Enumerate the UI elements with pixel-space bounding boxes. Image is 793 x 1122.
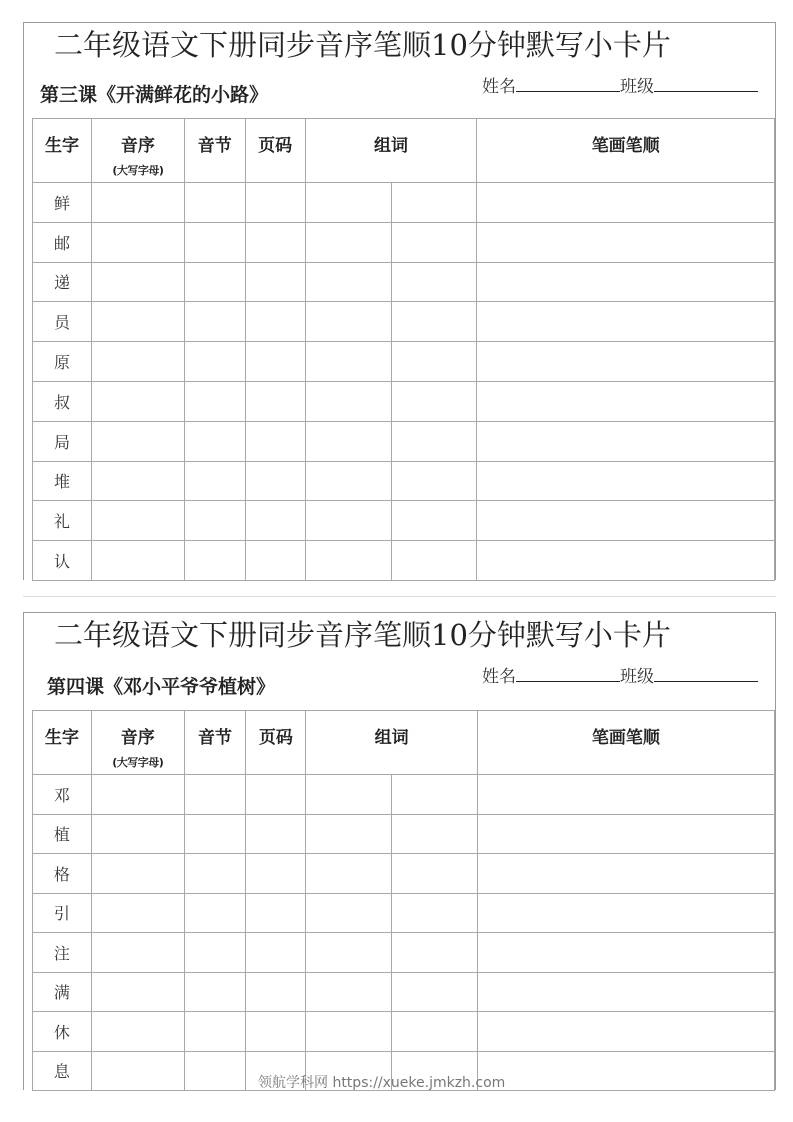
section-cell[interactable] (184, 933, 246, 973)
order-cell[interactable] (91, 342, 184, 382)
word-cell-1[interactable] (305, 381, 391, 421)
strokes-cell[interactable] (477, 972, 774, 1012)
section-cell[interactable] (184, 893, 246, 933)
table-row (33, 775, 775, 815)
footer-watermark: 领航学科网 https://xueke.jmkzh.com (258, 1075, 506, 1091)
card-title: 二年级语文下册同步音序笔顺10分钟默写小卡片 (54, 28, 671, 62)
page-cell[interactable] (245, 222, 305, 262)
name-label: 姓名 (482, 77, 516, 97)
order-cell[interactable] (91, 262, 184, 302)
table-row (33, 854, 775, 894)
section-cell[interactable] (184, 222, 245, 262)
page-cell[interactable] (246, 933, 306, 973)
header-char: 生字 (33, 711, 92, 775)
page-cell[interactable] (246, 972, 306, 1012)
order-cell[interactable] (91, 972, 184, 1012)
header-char: 生字 (33, 119, 92, 183)
word-cell-2[interactable] (392, 893, 478, 933)
section-cell[interactable] (184, 342, 245, 382)
header-section: 音节 (184, 711, 246, 775)
page-cell[interactable] (245, 541, 305, 581)
word-cell-2[interactable] (392, 933, 478, 973)
word-cell-1[interactable] (305, 501, 391, 541)
word-cell-2[interactable] (391, 262, 477, 302)
section-cell[interactable] (184, 814, 246, 854)
word-cell-2[interactable] (392, 1012, 478, 1052)
section-cell[interactable] (184, 775, 246, 815)
page-cell[interactable] (245, 342, 305, 382)
header-strokes: 笔画笔顺 (477, 711, 774, 775)
section-cell[interactable] (184, 501, 245, 541)
word-cell-2[interactable] (392, 854, 478, 894)
order-cell[interactable] (91, 421, 184, 461)
word-cell-2[interactable] (392, 972, 478, 1012)
section-cell[interactable] (184, 1012, 246, 1052)
class-label: 班级 (620, 77, 654, 97)
character-table (32, 710, 775, 1091)
character-cell: 原 (33, 342, 92, 382)
strokes-cell[interactable] (477, 421, 775, 461)
header-words: 组词 (306, 711, 478, 775)
card-title: 二年级语文下册同步音序笔顺10分钟默写小卡片 (54, 618, 671, 652)
page-cell[interactable] (246, 854, 306, 894)
strokes-cell[interactable] (477, 302, 775, 342)
word-cell-1[interactable] (305, 183, 391, 223)
order-cell[interactable] (91, 854, 184, 894)
character-cell: 叔 (33, 381, 92, 421)
word-cell-1[interactable] (306, 893, 392, 933)
word-cell-1[interactable] (305, 421, 391, 461)
word-cell-1[interactable] (306, 1012, 392, 1052)
lesson-title: 第四课《邓小平爷爷植树》 (47, 676, 276, 698)
table-row (33, 262, 775, 302)
order-cell[interactable] (91, 1012, 184, 1052)
character-cell: 堆 (33, 461, 92, 501)
order-cell[interactable] (91, 302, 184, 342)
character-cell: 邮 (33, 222, 92, 262)
word-cell-1[interactable] (305, 262, 391, 302)
strokes-cell[interactable] (477, 501, 775, 541)
table-row (33, 972, 775, 1012)
word-cell-1[interactable] (306, 972, 392, 1012)
order-cell[interactable] (91, 775, 184, 815)
section-cell[interactable] (184, 421, 245, 461)
header-words: 组词 (305, 119, 477, 183)
section-cell[interactable] (184, 1051, 246, 1091)
page-cell[interactable] (245, 461, 305, 501)
strokes-cell[interactable] (477, 854, 774, 894)
character-cell: 局 (33, 421, 92, 461)
name-class-fields (482, 663, 758, 688)
character-cell: 格 (33, 854, 92, 894)
character-cell: 员 (33, 302, 92, 342)
word-cell-1[interactable] (305, 342, 391, 382)
order-cell[interactable] (91, 814, 184, 854)
character-cell: 鲜 (33, 183, 92, 223)
section-cell[interactable] (184, 183, 245, 223)
section-cell[interactable] (184, 541, 245, 581)
lesson-title: 第三课《开满鲜花的小路》 (40, 84, 269, 106)
order-cell[interactable] (91, 183, 184, 223)
page-cell[interactable] (245, 262, 305, 302)
page-cell[interactable] (246, 893, 306, 933)
page-cell[interactable] (246, 775, 306, 815)
order-cell[interactable] (91, 381, 184, 421)
strokes-cell[interactable] (477, 775, 774, 815)
name-class-fields (482, 73, 758, 98)
section-cell[interactable] (184, 854, 246, 894)
dictation-card-1 (23, 22, 776, 580)
section-cell[interactable] (184, 972, 246, 1012)
name-label: 姓名 (482, 667, 516, 687)
table-row (33, 933, 775, 973)
table-row (33, 893, 775, 933)
word-cell-1[interactable] (305, 302, 391, 342)
character-cell: 递 (33, 262, 92, 302)
table-row (33, 421, 775, 461)
order-cell[interactable] (91, 893, 184, 933)
section-cell[interactable] (184, 461, 245, 501)
table-row (33, 342, 775, 382)
word-cell-1[interactable] (306, 933, 392, 973)
order-cell[interactable] (91, 501, 184, 541)
strokes-cell[interactable] (477, 933, 774, 973)
order-cell[interactable] (91, 461, 184, 501)
page-cell[interactable] (245, 381, 305, 421)
header-order-label: 音序 (120, 728, 155, 748)
header-order-sub: (大写字母) (112, 756, 164, 769)
table-row (33, 541, 775, 581)
order-cell[interactable] (91, 222, 184, 262)
page-cell[interactable] (246, 1012, 306, 1052)
strokes-cell[interactable] (477, 1012, 774, 1052)
character-table (32, 118, 775, 581)
class-label: 班级 (620, 667, 654, 687)
word-cell-2[interactable] (392, 814, 478, 854)
character-cell: 引 (33, 893, 92, 933)
section-cell[interactable] (184, 302, 245, 342)
word-cell-2[interactable] (391, 541, 477, 581)
word-cell-2[interactable] (391, 222, 477, 262)
page-cell[interactable] (245, 302, 305, 342)
word-cell-2[interactable] (391, 381, 477, 421)
card-divider (23, 596, 776, 597)
strokes-cell[interactable] (477, 342, 775, 382)
order-cell[interactable] (91, 933, 184, 973)
table-row (33, 222, 775, 262)
table-row (33, 1012, 775, 1052)
strokes-cell[interactable] (477, 222, 775, 262)
header-page: 页码 (246, 711, 306, 775)
class-blank[interactable] (654, 73, 758, 92)
strokes-cell[interactable] (477, 461, 775, 501)
page-cell[interactable] (245, 501, 305, 541)
name-blank[interactable] (516, 663, 620, 682)
character-cell: 息 (33, 1051, 92, 1091)
header-strokes: 笔画笔顺 (477, 119, 775, 183)
word-cell-1[interactable] (305, 461, 391, 501)
page-cell[interactable] (245, 421, 305, 461)
table-row (33, 461, 775, 501)
page-cell[interactable] (245, 183, 305, 223)
word-cell-1[interactable] (305, 222, 391, 262)
character-cell: 满 (33, 972, 92, 1012)
word-cell-1[interactable] (305, 541, 391, 581)
word-cell-2[interactable] (391, 421, 477, 461)
strokes-cell[interactable] (477, 541, 775, 581)
word-cell-2[interactable] (391, 183, 477, 223)
word-cell-2[interactable] (391, 302, 477, 342)
strokes-cell[interactable] (477, 381, 775, 421)
section-cell[interactable] (184, 381, 245, 421)
header-section: 音节 (184, 119, 245, 183)
table-row (33, 302, 775, 342)
strokes-cell[interactable] (477, 893, 774, 933)
header-order-sub: (大写字母) (112, 164, 164, 177)
dictation-card-2 (23, 612, 776, 1090)
header-order (91, 119, 184, 183)
character-cell: 礼 (33, 501, 92, 541)
character-cell: 邓 (33, 775, 92, 815)
character-cell: 认 (33, 541, 92, 581)
table-row (33, 381, 775, 421)
order-cell[interactable] (91, 541, 184, 581)
name-blank[interactable] (516, 73, 620, 92)
strokes-cell[interactable] (477, 1051, 774, 1091)
header-order-label: 音序 (120, 136, 155, 156)
header-page: 页码 (245, 119, 305, 183)
header-order (91, 711, 184, 775)
word-cell-2[interactable] (391, 501, 477, 541)
page-cell[interactable] (246, 814, 306, 854)
class-blank[interactable] (654, 663, 758, 682)
strokes-cell[interactable] (477, 262, 775, 302)
word-cell-2[interactable] (391, 342, 477, 382)
character-cell: 休 (33, 1012, 92, 1052)
word-cell-2[interactable] (391, 461, 477, 501)
word-cell-1[interactable] (306, 814, 392, 854)
strokes-cell[interactable] (477, 814, 774, 854)
strokes-cell[interactable] (477, 183, 775, 223)
word-cell-1[interactable] (306, 775, 392, 815)
section-cell[interactable] (184, 262, 245, 302)
character-cell: 植 (33, 814, 92, 854)
word-cell-1[interactable] (306, 854, 392, 894)
table-row (33, 183, 775, 223)
character-cell: 注 (33, 933, 92, 973)
table-row (33, 501, 775, 541)
table-row (33, 814, 775, 854)
word-cell-2[interactable] (392, 775, 478, 815)
order-cell[interactable] (91, 1051, 184, 1091)
